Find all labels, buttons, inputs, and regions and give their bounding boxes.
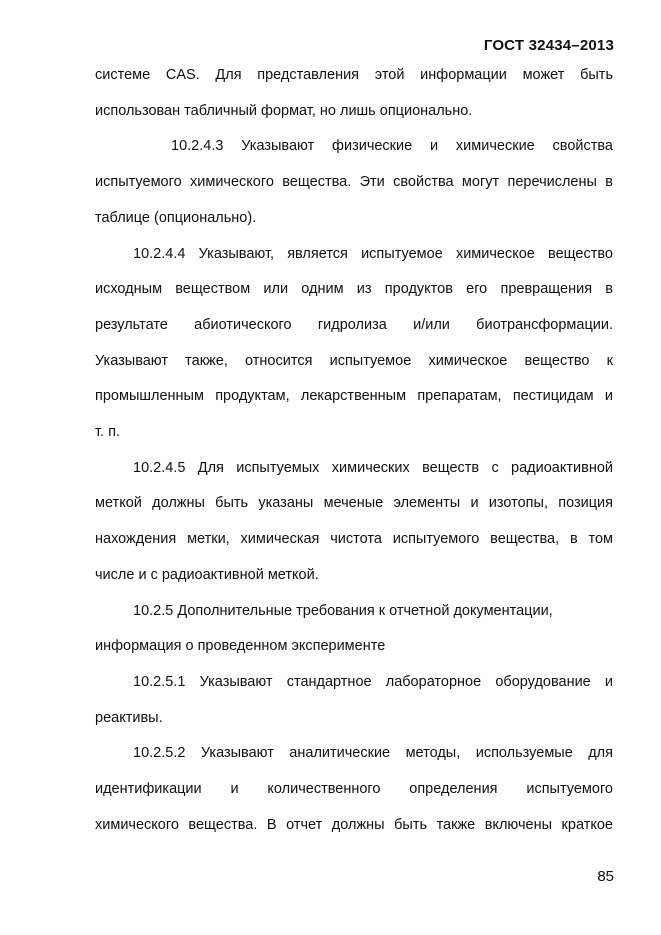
text-line: числе и с радиоактивной меткой. (95, 566, 319, 583)
text-line: идентификации и количественного определения испытуемого (95, 781, 613, 798)
text-line: нахождения метки, химическая чистота испытуемого вещества, в том (95, 531, 613, 548)
paragraph-10-2-4-4 (95, 237, 613, 451)
document-body (95, 58, 613, 843)
text-line: исходным веществом или одним из продуктов его превращения в (95, 281, 613, 298)
text-line: 10.2.5.2 Указывают аналитические методы, используемые для (133, 745, 613, 762)
paragraph-10-2-4-5 (95, 451, 613, 594)
text-line: т. п. (95, 424, 120, 441)
paragraph-10-2-5-1 (95, 665, 613, 736)
text-line: результате абиотического гидролиза и/или биотрансформации. (95, 316, 613, 333)
text-line: промышленным продуктам, лекарственным препаратам, пестицидам и (95, 388, 613, 405)
paragraph-10-2-5 (95, 594, 613, 665)
text-line: 10.2.4.3 Указывают физические и химические свойства (171, 138, 613, 155)
text-line: информация о проведенном эксперименте (95, 638, 386, 655)
text-line: 10.2.5.1 Указывают стандартное лабораторное оборудование и (133, 673, 613, 690)
text-line: 10.2.4.5 Для испытуемых химических веществ с радиоактивной (133, 459, 613, 476)
text-line: реактивы. (95, 709, 163, 726)
text-line: 10.2.4.4 Указывают, является испытуемое химическое вещество (133, 245, 613, 262)
text-line: использован табличный формат, но лишь опционально. (95, 102, 473, 119)
paragraph-10-2-5-2 (95, 736, 613, 843)
paragraph-10-2-4-3 (95, 129, 613, 236)
text-line: Указывают также, относится испытуемое химическое вещество к (95, 352, 613, 369)
document-standard-header: ГОСТ 32434–2013 (483, 37, 614, 54)
text-line: таблице (опционально). (95, 209, 257, 226)
text-line: испытуемого химического вещества. Эти свойства могут перечислены в (95, 174, 613, 191)
text-line: системе CAS. Для представления этой информации может быть (95, 67, 613, 83)
page-number: 85 (597, 868, 614, 885)
text-line: химического вещества. В отчет должны быть также включены краткое (95, 816, 613, 833)
paragraph-cas-info (95, 58, 613, 129)
text-line: меткой должны быть указаны меченые элементы и изотопы, позиция (95, 495, 613, 512)
text-line: 10.2.5 Дополнительные требования к отчетной документации, (133, 602, 553, 619)
